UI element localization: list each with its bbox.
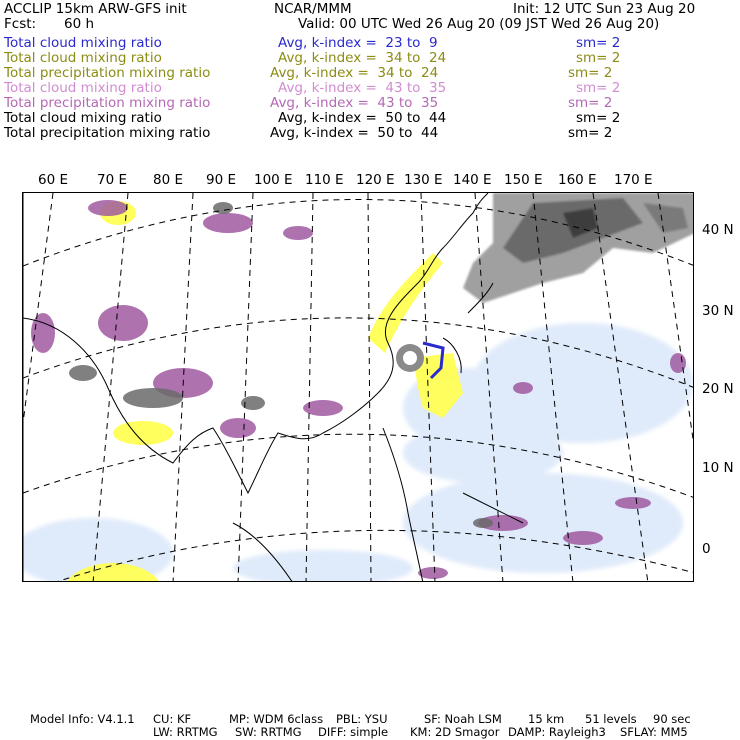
footer-item: DIFF: simple bbox=[318, 725, 389, 739]
field-name: Total cloud mixing ratio bbox=[4, 80, 162, 96]
map-panel bbox=[22, 192, 694, 582]
lon-label: 170 E bbox=[614, 172, 653, 188]
field-avg: Avg, k-index = 43 to 35 bbox=[270, 95, 439, 111]
field-name: Total cloud mixing ratio bbox=[4, 110, 162, 126]
lat-label: 30 N bbox=[702, 303, 734, 319]
lon-label: 110 E bbox=[305, 172, 344, 188]
field-name: Total precipitation mixing ratio bbox=[4, 125, 211, 141]
footer-item: SW: RRTMG bbox=[235, 725, 302, 739]
footer-item: CU: KF bbox=[153, 712, 192, 726]
footer-item: 15 km bbox=[528, 712, 565, 726]
footer-item: SFLAY: MM5 bbox=[620, 725, 688, 739]
field-avg: Avg, k-index = 50 to 44 bbox=[278, 110, 447, 126]
field-name: Total precipitation mixing ratio bbox=[4, 95, 211, 111]
footer-item: MP: WDM 6class bbox=[229, 712, 324, 726]
valid-time: Valid: 00 UTC Wed 26 Aug 20 (09 JST Wed 26 Aug 20) bbox=[298, 16, 660, 32]
field-sm: sm= 2 bbox=[576, 80, 621, 96]
dense-cloud-band bbox=[463, 193, 694, 303]
footer-item: KM: 2D Smagor bbox=[410, 725, 500, 739]
field-avg: Avg, k-index = 34 to 24 bbox=[278, 50, 447, 66]
lat-label: 0 bbox=[702, 541, 711, 557]
lon-label: 150 E bbox=[504, 172, 543, 188]
field-sm: sm= 2 bbox=[568, 125, 613, 141]
footer-item: DAMP: Rayleigh3 bbox=[508, 725, 606, 739]
lat-label: 40 N bbox=[702, 222, 734, 238]
field-sm: sm= 2 bbox=[576, 50, 621, 66]
lon-label: 60 E bbox=[38, 172, 68, 188]
footer-item: LW: RRTMG bbox=[153, 725, 218, 739]
org-label: NCAR/MMM bbox=[274, 1, 352, 17]
field-sm: sm= 2 bbox=[568, 65, 613, 81]
field-avg: Avg, k-index = 50 to 44 bbox=[270, 125, 439, 141]
field-name: Total precipitation mixing ratio bbox=[4, 65, 211, 81]
footer-item: PBL: YSU bbox=[336, 712, 388, 726]
init-time: Init: 12 UTC Sun 23 Aug 20 bbox=[513, 1, 696, 17]
footer-item: 51 levels bbox=[585, 712, 637, 726]
footer-item: Model Info: V4.1.1 bbox=[30, 712, 135, 726]
model-title: ACCLIP 15km ARW-GFS init bbox=[4, 1, 187, 17]
footer-item: 90 sec bbox=[653, 712, 691, 726]
field-avg: Avg, k-index = 23 to 9 bbox=[278, 35, 438, 51]
field-avg: Avg, k-index = 43 to 35 bbox=[278, 80, 447, 96]
footer-item: SF: Noah LSM bbox=[424, 712, 502, 726]
lon-label: 100 E bbox=[254, 172, 293, 188]
lon-label: 130 E bbox=[404, 172, 443, 188]
lon-label: 70 E bbox=[97, 172, 127, 188]
lon-label: 140 E bbox=[453, 172, 492, 188]
lon-label: 90 E bbox=[206, 172, 236, 188]
field-sm: sm= 2 bbox=[568, 95, 613, 111]
fcst-value: 60 h bbox=[64, 16, 95, 32]
field-avg: Avg, k-index = 34 to 24 bbox=[270, 65, 439, 81]
map-canvas bbox=[23, 193, 694, 582]
field-name: Total cloud mixing ratio bbox=[4, 35, 162, 51]
field-sm: sm= 2 bbox=[576, 110, 621, 126]
field-sm: sm= 2 bbox=[576, 35, 621, 51]
lat-label: 10 N bbox=[702, 460, 734, 476]
lon-label: 80 E bbox=[153, 172, 183, 188]
field-name: Total cloud mixing ratio bbox=[4, 50, 162, 66]
lon-label: 160 E bbox=[558, 172, 597, 188]
lat-label: 20 N bbox=[702, 381, 734, 397]
lon-label: 120 E bbox=[356, 172, 395, 188]
fcst-label: Fcst: bbox=[4, 16, 37, 32]
